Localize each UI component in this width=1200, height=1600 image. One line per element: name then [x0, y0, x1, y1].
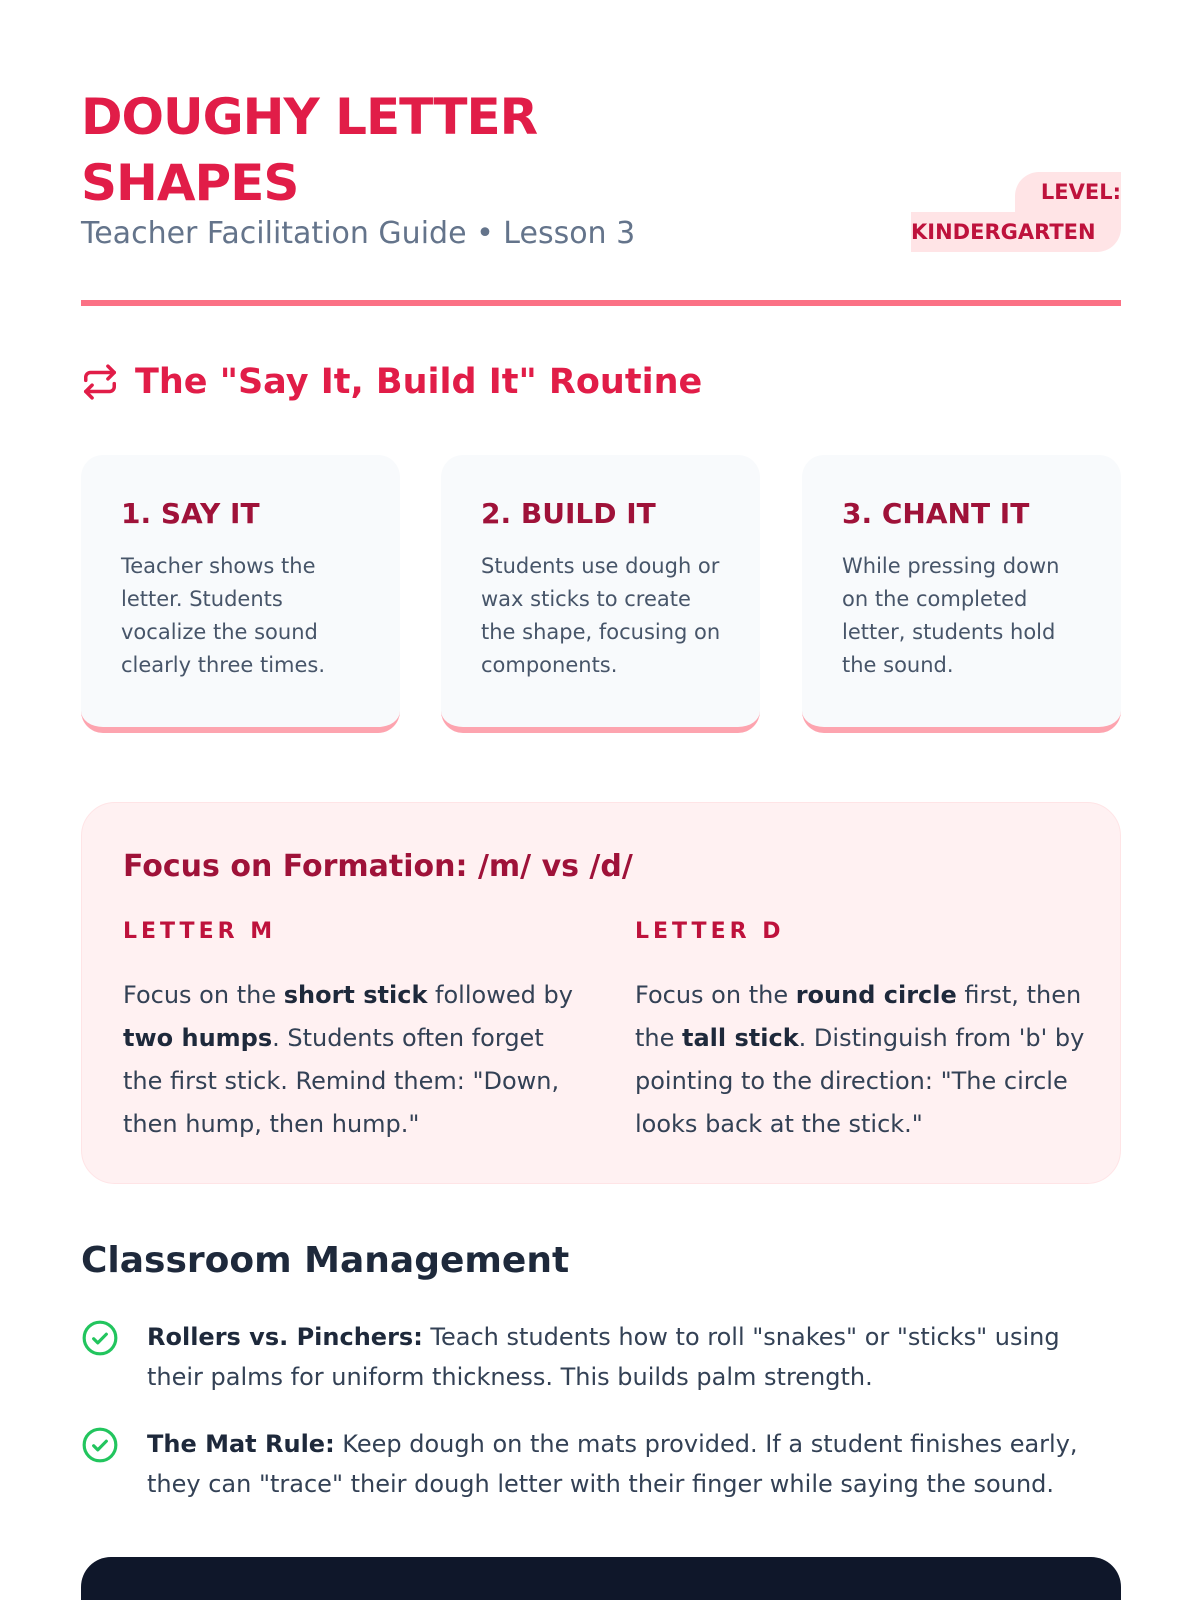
letter-d-text: Focus on the round circle first, then the tall stick. Distinguish from 'b' by pointing to the direction: "The circle looks back at the stick."	[635, 981, 1085, 1138]
routine-card-build	[441, 455, 760, 733]
check-circle-icon	[81, 1319, 119, 1357]
routine-cards	[81, 455, 1121, 735]
check-circle-icon	[81, 1426, 119, 1464]
letter-m-label: LETTER M	[123, 919, 277, 944]
management-item	[81, 1317, 1121, 1397]
level-value: KINDERGARTEN	[911, 212, 1121, 252]
letter-m-column	[123, 919, 573, 1146]
title-line-1: DOUGHY LETTER	[81, 88, 538, 146]
card-title: 1. SAY IT	[121, 497, 260, 530]
management-item-text: Rollers vs. Pinchers: Teach students how to roll "snakes" or "sticks" using their palms for uniform thickness. This builds palm strength.	[147, 1323, 1060, 1391]
level-label: LEVEL:	[1015, 172, 1121, 212]
letter-d-label: LETTER D	[635, 919, 785, 944]
page-title	[81, 84, 681, 216]
focus-title: Focus on Formation: /m/ vs /d/	[123, 849, 633, 884]
letter-d-column	[635, 919, 1085, 1146]
card-text: While pressing down on the completed letter, students hold the sound.	[842, 554, 1060, 677]
card-text: Teacher shows the letter. Students vocalize the sound clearly three times.	[121, 554, 326, 677]
management-title: Classroom Management	[81, 1240, 570, 1281]
footer-bar	[81, 1557, 1121, 1600]
level-badge	[911, 172, 1121, 252]
routine-card-chant	[802, 455, 1121, 733]
page-subtitle: Teacher Facilitation Guide • Lesson 3	[81, 216, 636, 251]
routine-title: The "Say It, Build It" Routine	[135, 362, 703, 402]
routine-card-say	[81, 455, 400, 733]
letter-m-text: Focus on the short stick followed by two humps. Students often forget the first stick. Remind them: "Down, then hump, then hump."	[123, 981, 573, 1138]
repeat-icon	[81, 363, 119, 401]
title-line-2: SHAPES	[81, 154, 299, 212]
card-title: 2. BUILD IT	[481, 497, 656, 530]
management-item-text: The Mat Rule: Keep dough on the mats provided. If a student finishes early, they can "trace" their dough letter with their finger while saying the sound.	[147, 1430, 1078, 1498]
card-title: 3. CHANT IT	[842, 497, 1030, 530]
management-item	[81, 1424, 1121, 1504]
formation-focus-box	[81, 802, 1121, 1184]
page-header	[81, 80, 1121, 306]
header-divider	[81, 300, 1121, 306]
card-text: Students use dough or wax sticks to create the shape, focusing on components.	[481, 554, 721, 677]
routine-heading	[81, 362, 702, 402]
